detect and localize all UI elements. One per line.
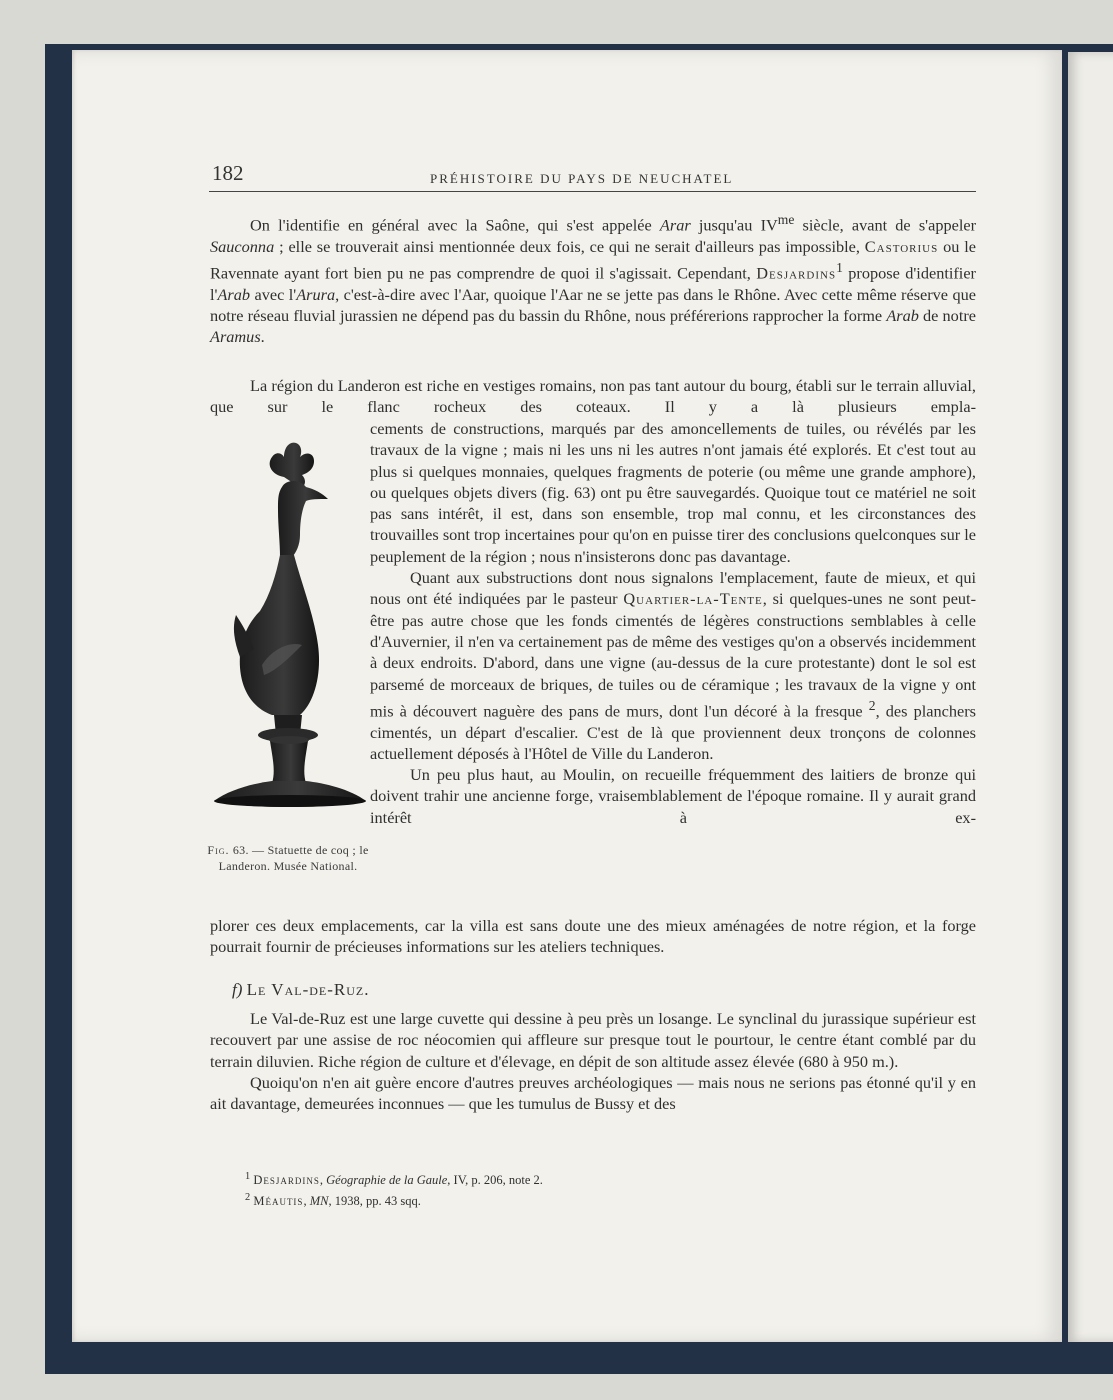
text-run: , des planchers cimentés, un départ d'escalier. C'est de là que proviennent deux tronçons de colonnes actuellement déposés à l'Hôtel de Ville du Landeron. [370, 701, 976, 763]
italic-term: Arab [886, 306, 919, 326]
italic-term: Arab [217, 284, 251, 304]
superscript: me [777, 212, 795, 227]
text-run: siècle, avant de s'appeler [794, 215, 976, 235]
caption-fig-label: Fig. [207, 843, 230, 857]
section-marker: f) [232, 980, 243, 999]
footnote-title: MN [309, 1194, 329, 1209]
figure-caption [207, 842, 369, 874]
paragraph-moulin: Un peu plus haut, au Moulin, on recueille fréquemment des laitiers de bronze qui doivent trahir une ancienne forge, vraisemblablement de l'époque romaine. Il y aurait grand intérêt à ex- [370, 765, 976, 827]
text-run: de notre [918, 306, 976, 326]
footnote-2: $^2$ Méautis, MN, 1938, pp. 43 sqq. [245, 1192, 421, 1209]
author-name: Castorius [864, 236, 939, 256]
text-run: jusqu'au IV [690, 215, 778, 235]
text-run: , si quelques-unes ne sont peut-être pas autre chose que les fonds cimentés de légères constructions semblables à celle d'Auvernier, il n'en va certainement pas de même des vestiges qu'on a observés incidemment à deux endroits. D'abord, dans une vigne (au-dessus de la cure protestante) dont le sol est parsemé de morceaux de briques, de tuiles ou de céramique ; les travaux de la vigne y ont mis à découvert naguère des pans de murs, dont l'un décoré à la fresque [370, 589, 977, 721]
paragraph-val-de-ruz: Le Val-de-Ruz est une large cuvette qui dessine à peu près un losange. Le synclinal du jurassique supérieur est recouvert par une assise de roc néocomien qui affleure sur presque tout le pourtour, le centre étant comblé par du terrain diluvien. Riche région de culture et d'élevage, en dépit de son altitude assez élevée (680 à 950 m.). [210, 1009, 976, 1071]
paragraph-moulin-end [210, 915, 976, 958]
paragraph-substructions [370, 567, 976, 764]
footnote-rest: , 1938, pp. 43 sqq. [328, 1194, 421, 1209]
header-rule [209, 191, 976, 192]
text-run: , c'est-à-dire avec l'Aar, quoique l'Aar ne se jette pas dans le Rhône. Avec cette même réserve que notre réseau fluvial jurassien ne dépend pas du bassin du Rhône, nous préférerions rapprocher la forme [210, 284, 976, 326]
text-run: La région du Landeron est riche en vestiges romains, non pas tant autour du bourg, établi sur le terrain alluvial, que sur le flanc rocheux des coteaux. Il y a là plusieurs empla- [210, 376, 976, 417]
text-run: propose d'identifier l' [210, 263, 976, 304]
italic-term: Arar [659, 215, 691, 235]
running-title: PRÉHISTOIRE DU PAYS DE NEUCHATEL [430, 171, 734, 186]
italic-term: Arura [296, 284, 336, 304]
paragraph-landeron-cont: cements de constructions, marqués par des amoncellements de tuiles, ou révélés par les travaux de la vigne ; mais ni les uns ni les autres n'ont jamais été explorés. Et c'est tout au plus si quelques monnaies, quelques fragments de poterie (ou même une grande amphore), ou quelques objets divers (fig. 63) ont pu être sauvegardés. Quoique tout ce matériel ne soit pas sans intérêt, il est, dans son ensemble, trop mal connu, et les circonstances des trouvailles sont trop incertaines pour qu'on en puisse tirer des conclusions quelconques sur le peuplement de la région ; nous n'insisterons donc pas davantage. [370, 419, 976, 566]
section-body [210, 1008, 976, 1114]
text-run: Quant aux substructions dont nous signalons l'emplacement, faute de mieux, et qui nous ont été indiquées par le pasteur [370, 568, 976, 609]
wrapped-column [370, 418, 976, 828]
paragraph-saone [210, 209, 976, 348]
footnote-1: $^1$ Desjardins, Géographie de la Gaule, IV, p. 206, note 2. [245, 1171, 543, 1188]
footnote-mark: 2 [245, 1192, 251, 1204]
paragraph-landeron-start [210, 375, 976, 418]
text-run: avec l' [250, 284, 297, 304]
footnote-author: Méautis [253, 1194, 304, 1209]
author-name: Quartier-la-Tente [623, 589, 763, 609]
rooster-statuette-image [210, 435, 368, 820]
text-run: On l'identifie en général avec la Saône, qui s'est appelée [250, 215, 660, 235]
text-run: plorer ces deux emplacements, car la villa est sans doute une des mieux aménagées de notre région, et la forge pourrait fournir de précieuses informations sur les ateliers techniques. [210, 916, 976, 957]
footnotes [245, 1168, 845, 1210]
text-run: ou le Ravennate ayant fort bien pu ne pas comprendre de quoi il s'agissait. Cependant, [210, 236, 976, 283]
footnote-title: Géographie de la Gaule [326, 1173, 448, 1188]
footnote-author: Desjardins [253, 1173, 320, 1188]
footnote-ref: 2 [868, 697, 876, 713]
caption-fig-number: 63. [232, 843, 249, 857]
footnote-ref: 1 [836, 260, 843, 276]
footnote-rest: , IV, p. 206, note 2. [447, 1173, 543, 1188]
facing-page-edge [1068, 52, 1113, 1342]
italic-term: Aramus [210, 327, 261, 347]
italic-term: Sauconna [210, 236, 275, 256]
paragraph-tumulus: Quoiqu'on n'en ait guère encore d'autres preuves archéologiques — mais nous ne serions pas étonné qu'il y en ait davantage, demeurées inconnues — que les tumulus de Bussy et des [210, 1072, 976, 1114]
caption-text: — Statuette de coq ; le Landeron. Musée National. [218, 843, 369, 873]
section-heading [232, 980, 369, 1000]
section-title: Le Val-de-Ruz. [246, 980, 370, 999]
footnote-mark: 1 [245, 1171, 251, 1182]
text-run: ; elle se trouverait ainsi mentionnée deux fois, ce qui ne serait d'ailleurs pas impossible, [274, 236, 865, 256]
text-run: . [260, 327, 265, 347]
facing-page-bleed [1078, 252, 1113, 274]
author-name: Desjardins [756, 263, 837, 283]
page-number: 182 [212, 161, 244, 185]
